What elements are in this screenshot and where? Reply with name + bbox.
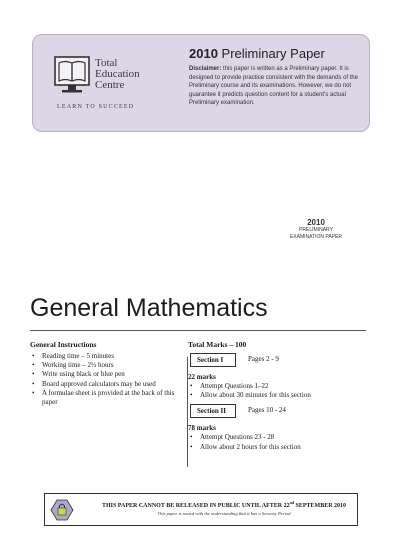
list-item: • Allow about 2 hours for this section (188, 443, 368, 452)
paper-title (189, 46, 325, 61)
security-notice (44, 493, 358, 526)
list-item: • Attempt Questions 23 - 28 (188, 433, 368, 442)
notice-sup: nd (289, 500, 295, 505)
list-item: • Board approved calculators may be used (30, 380, 180, 389)
disclaimer-text: this paper is written as a Preliminary paper. It is designed to provide practice consistent with the demands of the Preliminary course and its examinations. However, we do not guarantee it predicts question content for a student's actual Preliminary examination. (189, 66, 359, 107)
section-2-list (188, 433, 368, 451)
marks-breakdown (188, 340, 368, 452)
logo-name-line-2: Education (95, 68, 140, 80)
list-item: • Write using black or blue pen (30, 370, 180, 379)
section-1-list (188, 382, 368, 400)
general-instructions-heading: General Instructions (30, 340, 97, 349)
instructions-list (30, 352, 180, 407)
logo-tagline: LEARN TO SUCCEED (57, 104, 135, 110)
paper-title-text: Preliminary Paper (221, 46, 325, 61)
section-2-pages: Pages 10 - 24 (248, 406, 286, 415)
title-divider (30, 330, 366, 331)
exam-code-block (276, 218, 356, 241)
paper-year: 2010 (189, 46, 218, 61)
exam-code-year: 2010 (307, 218, 325, 227)
list-item: • Allow about 30 minutes for this section (188, 391, 368, 400)
disclaimer (189, 65, 361, 108)
section-2-marks: 78 marks (188, 424, 216, 433)
list-item: • A formulae sheet is provided at the back of this paper (30, 389, 180, 407)
list-item: • Reading time – 5 minutes (30, 352, 180, 361)
logo-name-line-1: Total (95, 57, 118, 69)
total-marks-heading: Total Marks – 100 (188, 340, 247, 349)
section-1-pages: Pages 2 - 9 (248, 355, 279, 363)
open-book-monitor-icon (53, 55, 93, 97)
logo-name-line-3: Centre (95, 79, 125, 91)
exam-code-line-1: PRELIMINARY (299, 227, 333, 233)
list-item: • Attempt Questions 1–22 (188, 382, 368, 391)
section-2-label: Section II (190, 404, 236, 418)
list-item: • Working time – 2½ hours (30, 361, 180, 370)
security-lock-icon (50, 499, 74, 521)
notice-suffix: SEPTEMBER 2010 (294, 503, 347, 509)
section-1-row (188, 353, 368, 369)
general-instructions (30, 340, 180, 407)
exam-code-line-2: EXAMINATION PAPER (289, 234, 343, 240)
subject-title: General Mathematics (30, 294, 268, 322)
security-notice-text (93, 500, 355, 509)
header-box (32, 34, 370, 132)
security-notice-subtext: This paper is issued with the understanding that it has a Security Period (157, 511, 291, 516)
notice-prefix: THIS PAPER CANNOT BE RELEASED IN PUBLIC UNTIL AFTER 22 (101, 503, 290, 509)
section-1-marks: 22 marks (188, 373, 216, 381)
disclaimer-label: Disclaimer: (189, 66, 222, 72)
total-education-centre-logo (53, 55, 171, 117)
section-1-label: Section I (190, 353, 236, 367)
section-2-row (188, 404, 368, 420)
